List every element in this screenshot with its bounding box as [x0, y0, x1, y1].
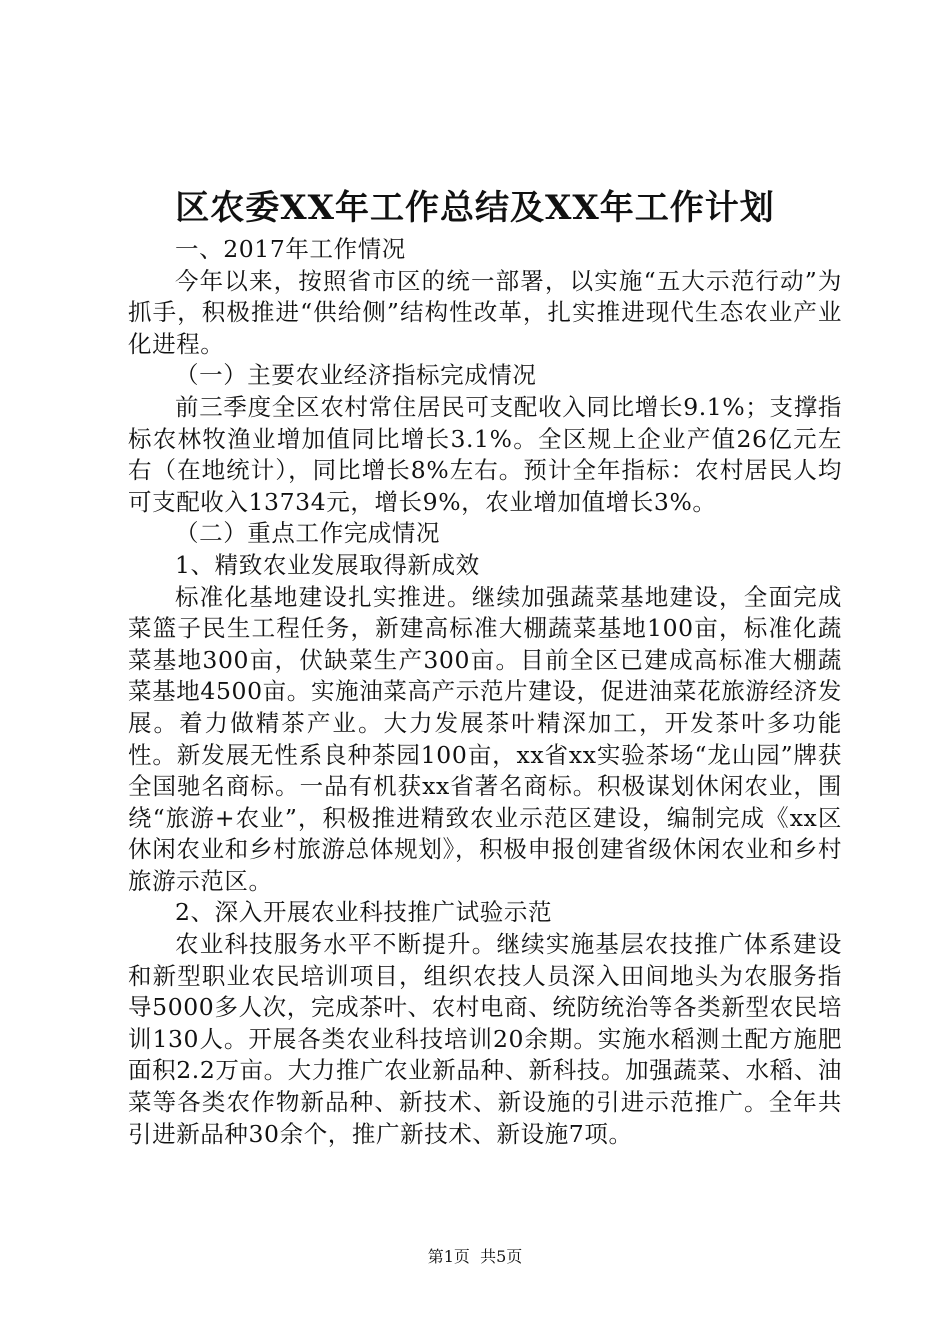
subsection-heading-1: （一）主要农业经济指标完成情况: [175, 361, 537, 390]
paragraph-technology: 农业科技服务水平不断提升。继续实施基层农技推广体系建设和新型职业农民培训项目，组织农技人员深入田间地头为农服务指导5000多人次，完成茶叶、农村电商、统防统治等各类新型农民培训130人。开展各类农业科技培训20余期。实施水稻测土配方施肥面积2.2万亩。大力推广农业新品种、新科技。加强蔬菜、水稻、油菜等各类农作物新品种、新技术、新设施的引进示范推广。全年共引进新品种30余个，推广新技术、新设施7项。: [128, 930, 842, 1148]
paragraph-indicators: 前三季度全区农村常住居民可支配收入同比增长9.1%；支撑指标农林牧渔业增加值同比增长3.1%。全区规上企业产值26亿元左右（在地统计），同比增长8%左右。预计全年指标：农村居民人均可支配收入13734元，增长9%，农业增加值增长3%。: [128, 392, 842, 516]
page-title: 区农委XX年工作总结及XX年工作计划: [175, 188, 775, 228]
section-heading-1: 一、2017年工作情况: [175, 235, 406, 263]
item-heading-1: 1、精致农业发展取得新成效: [175, 550, 480, 579]
subsection-heading-2: （二）重点工作完成情况: [175, 519, 441, 548]
paragraph-agriculture: 标准化基地建设扎实推进。继续加强蔬菜基地建设，全面完成菜篮子民生工程任务，新建高标准大棚蔬菜基地100亩，标准化蔬菜基地300亩，伏缺菜生产300亩。目前全区已建成高标准大棚蔬菜基地4500亩。实施油菜高产示范片建设，促进油菜花旅游经济发展。着力做精茶产业。大力发展茶叶精深加工，开发茶叶多功能性。新发展无性系良种茶园100亩，xx省xx实验茶场“龙山园”牌获全国驰名商标。一品有机获xx省著名商标。积极谋划休闲农业，围绕“旅游+农业”，积极推进精致农业示范区建设，编制完成《xx区休闲农业和乡村旅游总体规划》，积极申报创建省级休闲农业和乡村旅游示范区。: [128, 582, 842, 895]
paragraph-intro: 今年以来，按照省市区的统一部署，以实施“五大示范行动”为抓手，积极推进“供给侧”结构性改革，扎实推进现代生态农业产业化进程。: [128, 266, 842, 358]
document-body: [128, 234, 842, 1150]
page-footer: 第1页 共5页: [427, 1247, 523, 1266]
item-heading-2: 2、深入开展农业科技推广试验示范: [175, 898, 553, 927]
